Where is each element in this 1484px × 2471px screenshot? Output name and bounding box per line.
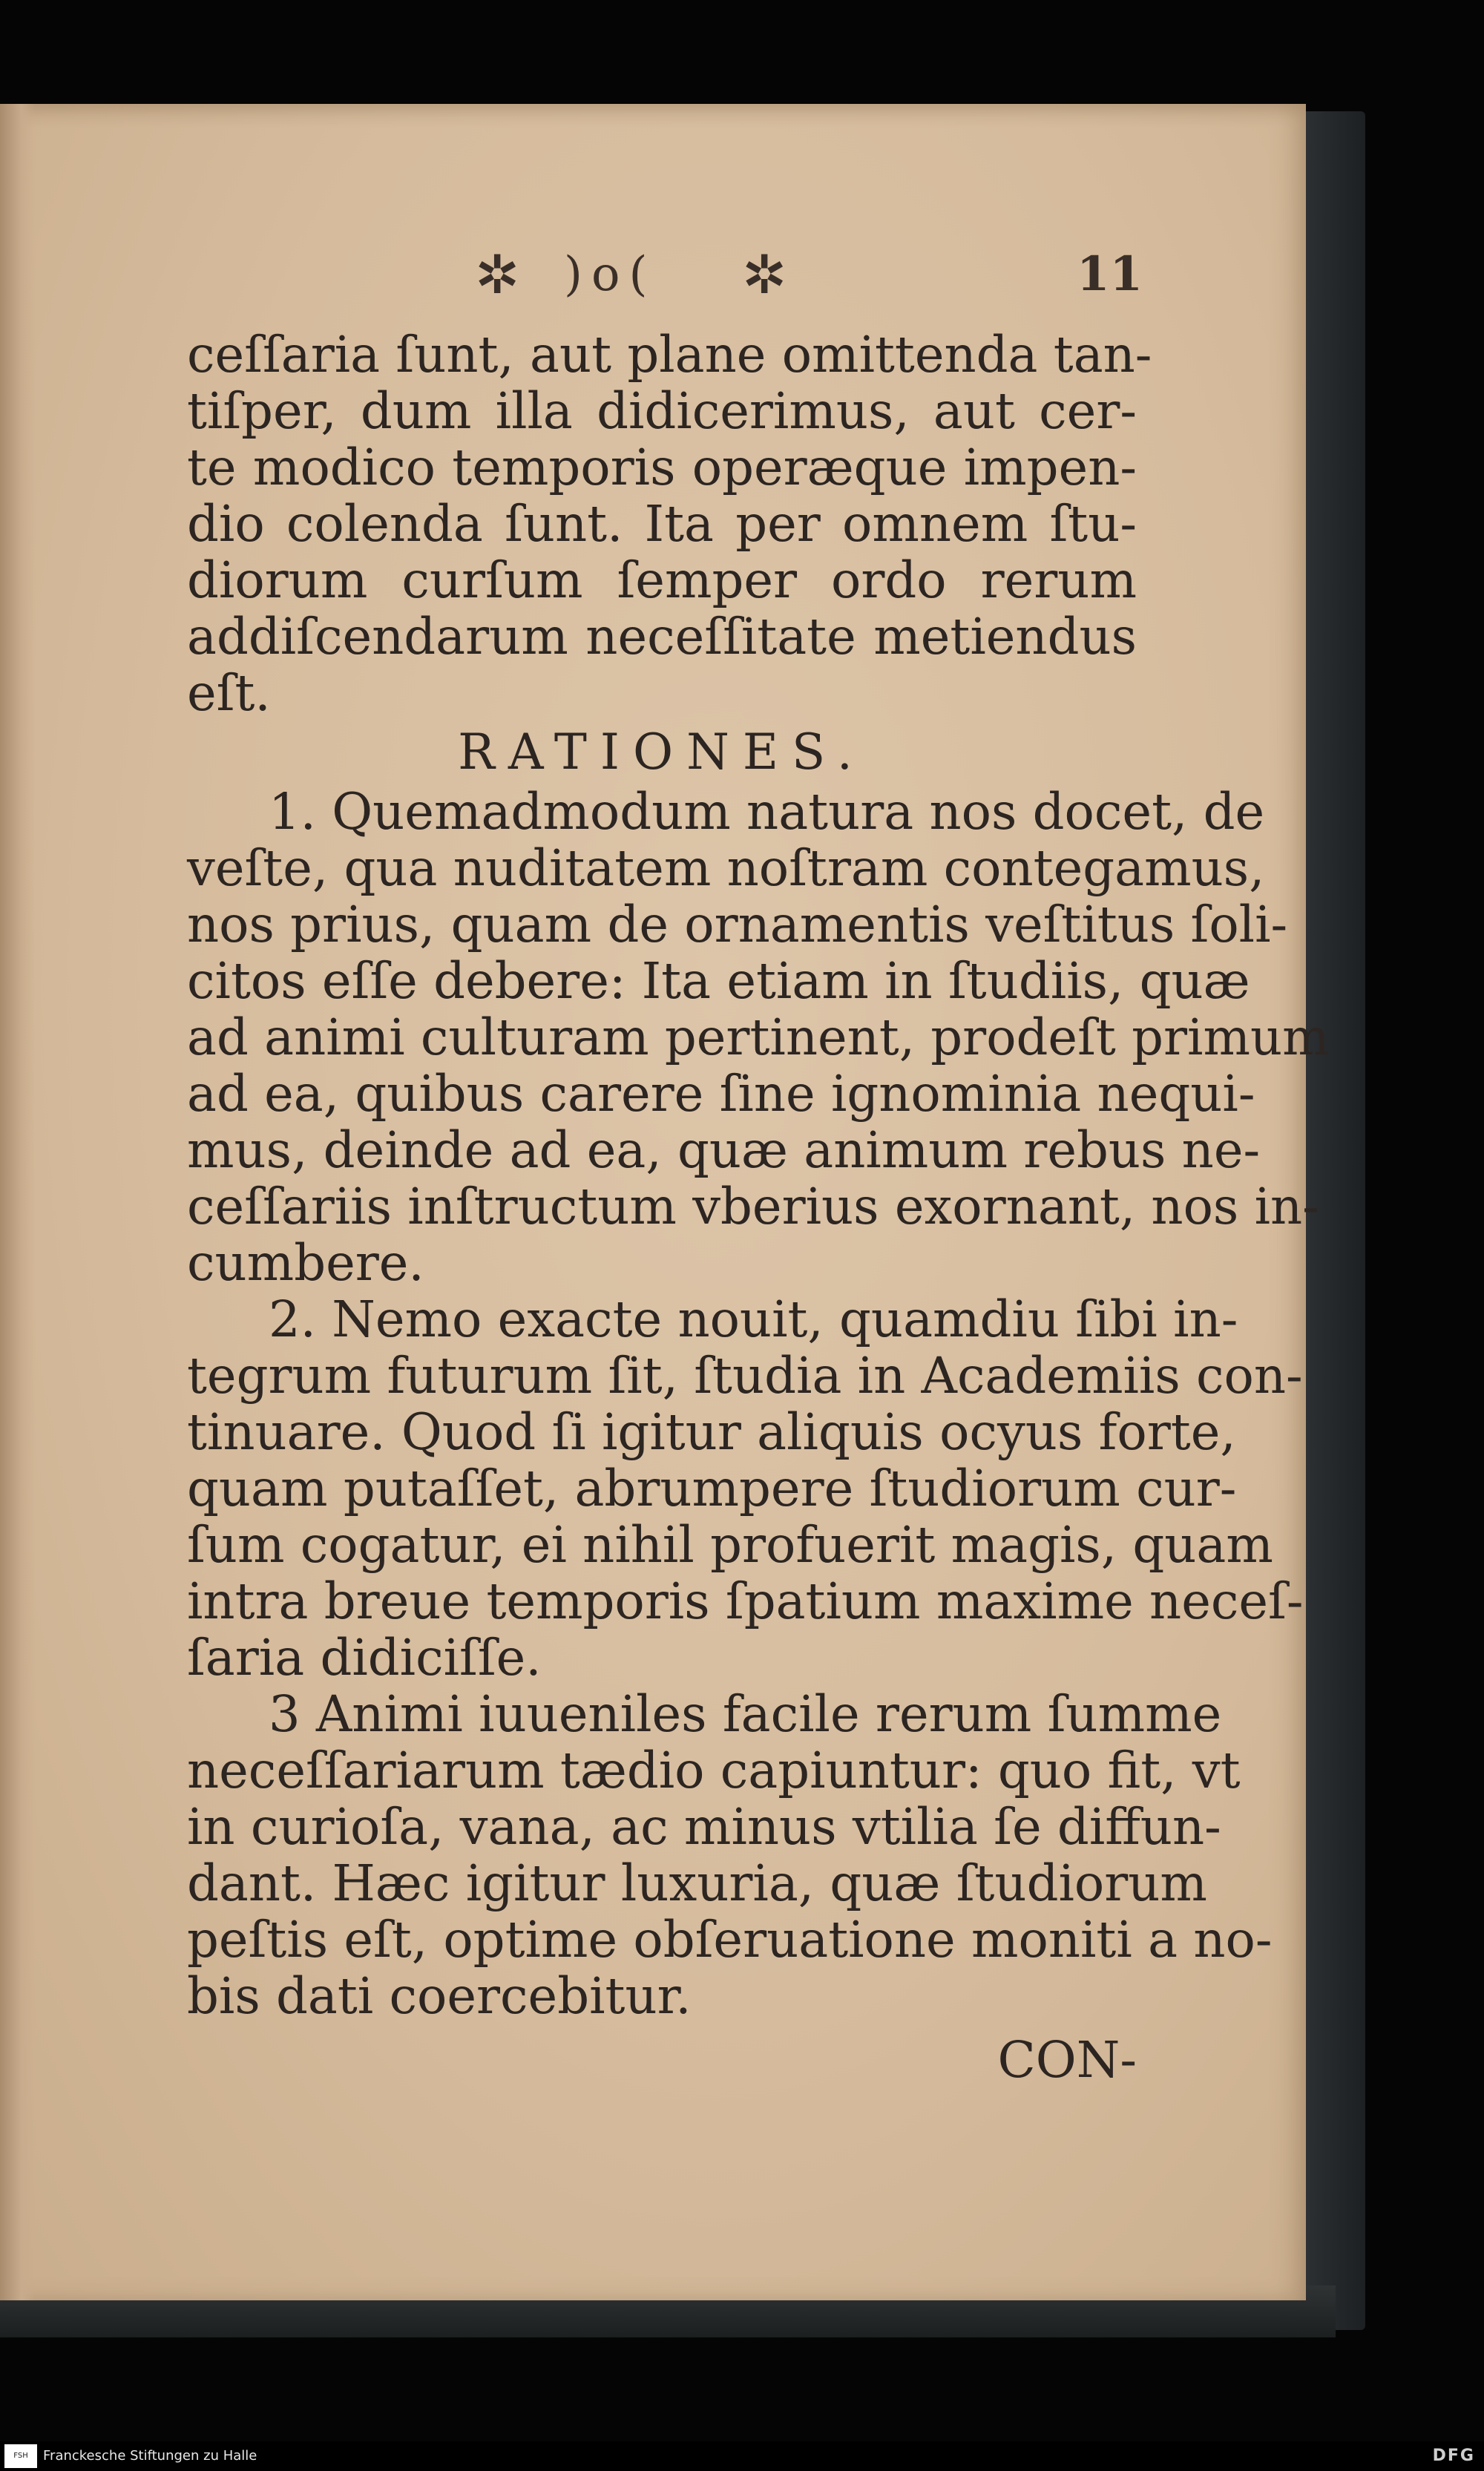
paragraph-1 [187,783,1330,1292]
text-line: nos prius, quam de ornamentis veſtitus ſoli- [187,896,1288,954]
text-line: diorum curſum ſemper ordo rerum [187,551,1137,609]
text-line: tinuare. Quod ſi igitur aliquis ocyus forte, [187,1403,1236,1461]
scan-footer [0,2441,1484,2471]
text-line: intra breue temporis ſpatium maxime neceſ- [187,1572,1304,1630]
text-line: in curioſa, vana, ac minus vtilia ſe diffun- [187,1798,1221,1856]
paragraph-2 [187,1290,1304,1687]
text-line: tiſper, dum illa didicerimus, aut cer- [187,382,1137,440]
text-line: ad animi culturam pertinent, prodeſt primum [187,1008,1330,1066]
text-line: dio colenda ſunt. Ita per omnem ſtu- [187,495,1137,553]
text-line: 2. Nemo exacte nouit, quamdiu ſibi in- [269,1290,1238,1348]
text-line: ad ea, quibus carere ſine ignominia nequi- [187,1065,1255,1123]
institution-logo-icon: FSH [4,2444,37,2468]
body-text [187,326,1330,2089]
text-line: peſtis eſt, optime obſeruatione moniti a no- [187,1911,1273,1969]
text-line: neceſſariarum tædio capiuntur: quo fit, vt [187,1742,1241,1799]
page-number: 11 [1076,246,1143,302]
star-ornament-icon: ✲ [742,243,787,306]
catchword: CON- [997,2031,1137,2089]
text-line: mus, deinde ad ea, quæ animum rebus ne- [187,1121,1261,1179]
section-heading: RATIONES. [458,723,866,781]
text-line: te modico temporis operæque impen- [187,439,1137,496]
running-head-mark: )o( [564,247,657,302]
text-line: citos eſſe debere: Ita etiam in ſtudiis, quæ [187,952,1250,1010]
text-line: 1. Quemadmodum natura nos docet, de [269,783,1265,841]
running-head [445,237,1143,312]
star-ornament-icon: ✲ [475,243,520,306]
text-line: veſte, qua nuditatem noſtram contegamus, [187,839,1265,897]
text-line: tegrum futurum ſit, ſtudia in Academiis con- [187,1347,1303,1405]
text-line: dant. Hæc igitur luxuria, quæ ſtudiorum [187,1854,1207,1912]
text-line: eſt. [187,664,271,722]
text-line: quam putaſſet, abrumpere ſtudiorum cur- [187,1460,1237,1517]
text-line: ſum cogatur, ei nihil profuerit magis, quam [187,1516,1273,1574]
text-line: ceſſariis inſtructum vberius exornant, nos in- [187,1178,1319,1236]
text-line: addiſcendarum neceſſitate metiendus [187,608,1137,666]
institution-name: Franckesche Stiftungen zu Halle [43,2448,257,2464]
intro-paragraph [187,326,1152,722]
text-line: 3 Animi iuueniles facile rerum ſumme [269,1685,1222,1743]
dfg-logo: DFG [1432,2447,1475,2465]
text-line: ſaria didiciſſe. [187,1629,542,1687]
text-line: cumbere. [187,1234,424,1292]
text-line: ceſſaria ſunt, aut plane omittenda tan- [187,326,1152,384]
text-line: bis dati coercebitur. [187,1967,692,2025]
paragraph-3 [187,1685,1273,2025]
page-gutter [0,104,36,2300]
book-page [0,104,1330,2300]
